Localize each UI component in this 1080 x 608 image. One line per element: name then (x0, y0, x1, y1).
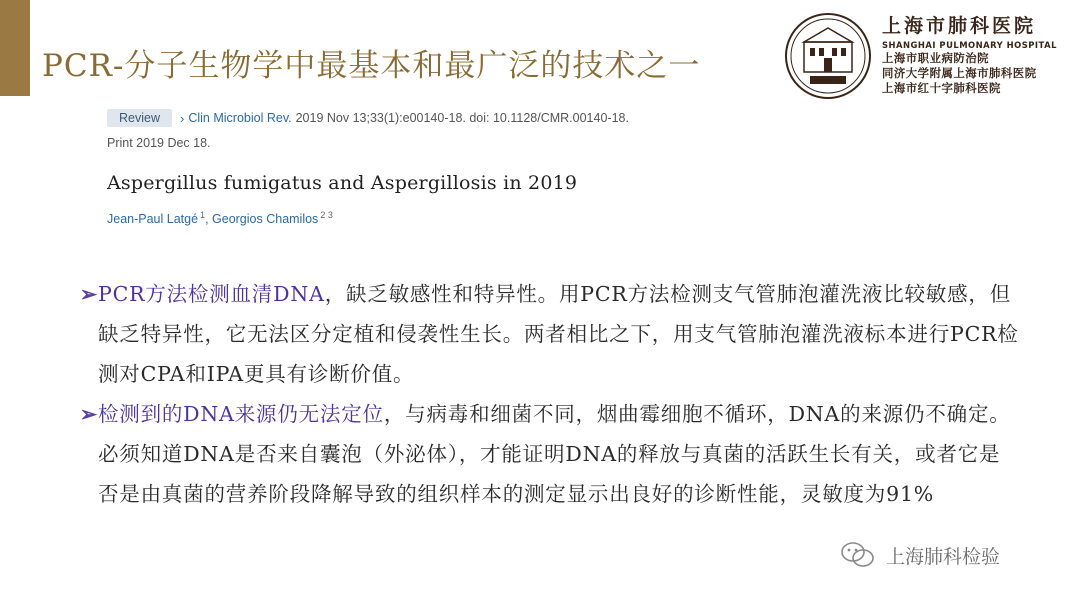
author-list: Jean-Paul Latgé $^1$, Georgios Chamilos $^{2 3}$ (107, 210, 333, 227)
paragraph-highlight: PCR方法检测血清DNA (97, 282, 325, 306)
hospital-name-cn: 上海市肺科医院 (882, 15, 1037, 37)
author-affiliation: 1 (200, 210, 206, 220)
review-badge[interactable]: Review (107, 109, 172, 127)
slide-title: PCR-分子生物学中最基本和最广泛的技术之一 (42, 48, 701, 84)
wechat-watermark (840, 540, 1000, 570)
slide-body (80, 274, 1020, 514)
journal-link[interactable]: Clin Microbiol Rev. (188, 111, 292, 125)
chevron-right-icon: › (180, 110, 185, 126)
arrow-bullet-icon: ➢ (80, 402, 98, 426)
paragraph-text: ，与病毒和细菌不同，烟曲霉细胞不循环，DNA的来源仍不确定。必须知道DNA是否来自囊泡（外泌体），才能证明DNA的释放与真菌的活跃生长有关，或者它是否是由真菌的营养阶段降解导致的组织样本的测定显示出良好的诊断性能，灵敏度为91% (98, 402, 1011, 506)
watermark-text: 上海肺科检验 (886, 545, 1001, 568)
citation-row (107, 108, 707, 128)
paragraph-highlight: 检测到的DNA来源仍无法定位 (97, 402, 384, 426)
print-date: Print 2019 Dec 18. (107, 136, 211, 150)
title-accent-bar (0, 0, 30, 96)
bullet-paragraph (80, 394, 1020, 514)
hospital-name-en: SHANGHAI PULMONARY HOSPITAL (882, 40, 1057, 50)
bullet-paragraph (80, 274, 1020, 394)
citation-ref: 2019 Nov 13;33(1):e00140-18. doi: 10.1128/CMR.00140-18. (295, 111, 629, 125)
wechat-icon (840, 540, 876, 570)
author-link[interactable]: Jean-Paul Latgé (107, 212, 199, 227)
paragraph-text: ，缺乏敏感性和特异性。用PCR方法检测支气管肺泡灌洗液比较敏感，但缺乏特异性，它无法区分定植和侵袭性生长。两者相比之下，用支气管肺泡灌洗液标本进行PCR检测对CPA和IPA更具有诊断价值。 (98, 282, 1019, 386)
hospital-line-2: 同济大学附属上海市肺科医院 (882, 66, 1037, 80)
hospital-line-1: 上海市职业病防治院 (882, 51, 990, 65)
author-link[interactable]: Georgios Chamilos (212, 212, 319, 227)
hospital-name-block (882, 14, 1072, 96)
citation-block (107, 108, 707, 226)
author-affiliation: 2 3 (320, 210, 333, 220)
hospital-line-3: 上海市红十字肺科医院 (882, 81, 1001, 95)
paper-title: Aspergillus fumigatus and Aspergillosis in 2019 (107, 172, 578, 194)
arrow-bullet-icon: ➢ (80, 282, 98, 306)
hospital-logo (782, 12, 874, 100)
